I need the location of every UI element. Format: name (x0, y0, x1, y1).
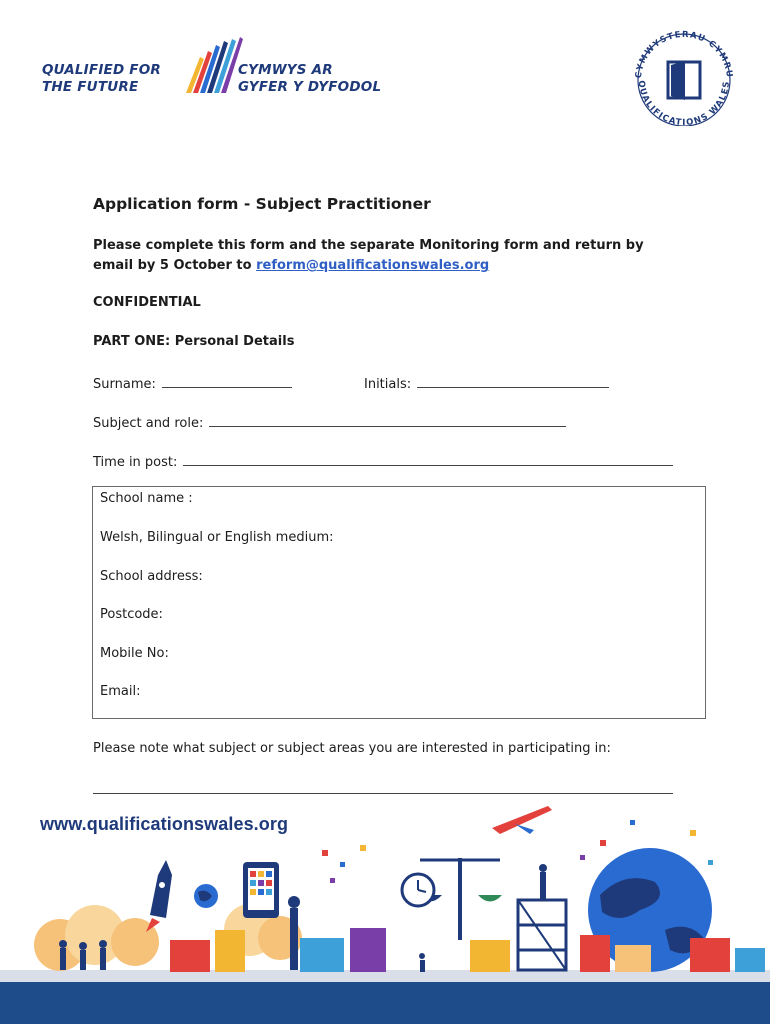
logo-stripes-icon (182, 37, 244, 95)
clock-icon (402, 874, 434, 906)
school-name-field[interactable]: School name : (100, 491, 193, 506)
instruction-body: Please complete this form and the separate Monitoring form and return by email by 5 October to (93, 238, 644, 273)
footer-band (0, 982, 770, 1024)
email-field[interactable]: Email: (100, 684, 141, 699)
subject-role-row (93, 412, 566, 431)
time-in-post-input-line[interactable] (183, 451, 673, 466)
website-url[interactable]: www.qualificationswales.org (40, 814, 289, 834)
tablet-icon (243, 862, 279, 918)
confidential-label: CONFIDENTIAL (93, 295, 201, 310)
scaffold-icon (518, 900, 566, 970)
mobile-field[interactable]: Mobile No: (100, 646, 169, 661)
subject-interest-answer-line[interactable] (93, 793, 673, 794)
surname-input-line[interactable] (162, 373, 292, 388)
small-globe-icon (194, 884, 218, 908)
school-details-box (92, 486, 706, 719)
subject-role-label: Subject and role: (93, 416, 204, 431)
initials-row (364, 373, 609, 392)
door-icon (668, 61, 700, 100)
postcode-field[interactable]: Postcode: (100, 607, 163, 622)
logo-cy-line2: GYFER Y DYFODOL (238, 79, 382, 95)
initials-input-line[interactable] (417, 373, 609, 388)
part-one-heading: PART ONE: Personal Details (93, 334, 295, 349)
rocket-icon (146, 860, 172, 932)
school-address-field[interactable]: School address: (100, 569, 203, 584)
logo-en-line1: QUALIFIED FOR (42, 62, 161, 78)
qualifications-wales-seal (627, 30, 741, 126)
subject-interest-note: Please note what subject or subject areas you are interested in participating in: (93, 741, 611, 756)
time-in-post-label: Time in post: (93, 455, 178, 470)
qualified-for-the-future-logo (42, 37, 422, 97)
logo-en-line2: THE FUTURE (42, 79, 139, 95)
footer-illustration (0, 800, 770, 990)
surname-row (93, 373, 292, 392)
email-link[interactable]: reform@qualificationswales.org (256, 258, 490, 273)
subject-role-input-line[interactable] (209, 412, 566, 427)
logo-cy-line1: CYMWYS AR (238, 62, 333, 78)
medium-field[interactable]: Welsh, Bilingual or English medium: (100, 530, 334, 545)
seal-top-text: CYMWYSTERAU CYMRU (633, 30, 735, 79)
time-in-post-row (93, 451, 673, 470)
instruction-text (93, 236, 673, 276)
airplane-icon (492, 806, 552, 834)
initials-label: Initials: (364, 377, 412, 392)
form-title: Application form - Subject Practitioner (93, 195, 431, 213)
seal-bottom-text: QUALIFICATIONS WALES (635, 79, 733, 126)
surname-label: Surname: (93, 377, 156, 392)
